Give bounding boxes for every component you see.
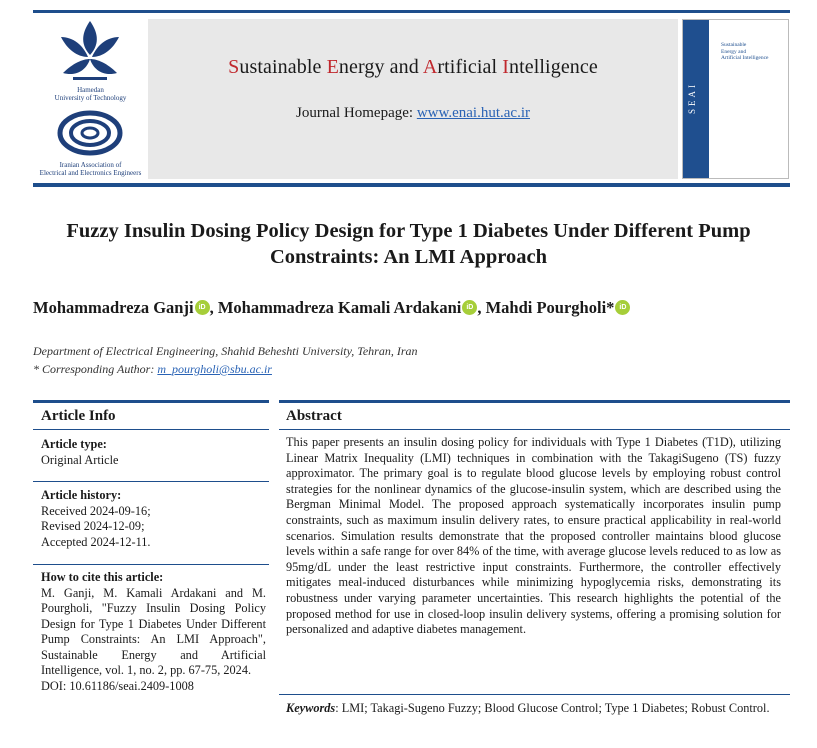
revised-date: Revised 2024-12-09;	[41, 519, 145, 533]
keywords-label: Keywords	[286, 701, 336, 715]
homepage-link[interactable]: www.enai.hut.ac.ir	[416, 105, 530, 121]
journal-title-rest-s: ustainable	[239, 56, 327, 78]
journal-title-initial-e: E	[326, 56, 339, 78]
author-name: Mohammadreza Ganji	[33, 298, 194, 317]
author-name: Mahdi Pourgholi*	[485, 298, 615, 317]
article-history-label: Article history:	[41, 488, 122, 502]
header-band	[148, 19, 678, 179]
article-type	[41, 437, 266, 468]
journal-cover-thumbnail	[682, 19, 789, 179]
abstract-divider	[279, 694, 790, 695]
citation-text: M. Ganji, M. Kamali Ardakani and M. Pourgholi, "Fuzzy Insulin Dosing Policy Design for Type 1 Diabetes Under Different Pump Constraints: An LMI Approach", Sustainable Energy and Artificial Intelligence, vol. 1, no. 2, pp. 67-75, 2024.	[41, 585, 266, 677]
paper-title	[30, 218, 787, 270]
article-type-label: Article type:	[41, 437, 107, 451]
journal-title-rest-e: nergy and	[338, 56, 423, 78]
university-name-line2: University of Technology	[54, 94, 127, 102]
cover-title-line3: Artificial Intelligence	[721, 55, 769, 61]
received-date: Received 2024-09-16;	[41, 503, 151, 518]
orcid-icon[interactable]: iD	[615, 300, 630, 315]
journal-title-initial-i: I	[502, 56, 510, 78]
paper-title-line1: Fuzzy Insulin Dosing Policy Design for Type 1 Diabetes Under Different Pump	[66, 220, 751, 242]
association-logo	[33, 109, 148, 161]
doi[interactable]: DOI: 10.61186/seai.2409-1008	[41, 678, 194, 693]
journal-title	[148, 56, 678, 79]
association-name-line2: Electrical and Electronics Engineers	[39, 169, 142, 177]
journal-title-initial-s: S	[228, 56, 240, 78]
citation	[41, 570, 266, 694]
abstract-rule-top	[279, 400, 790, 403]
article-info-rule-top	[33, 400, 269, 403]
corresponding-author	[33, 362, 272, 377]
journal-title-rest-i: ntelligence	[509, 56, 598, 78]
header-top-rule	[33, 10, 790, 13]
university-name-line1: Hamedan	[77, 86, 104, 94]
author-name: Mohammadreza Kamali Ardakani	[217, 298, 462, 317]
article-info-rule	[33, 429, 269, 430]
author-separator: ,	[477, 298, 486, 317]
abstract-rule	[279, 429, 790, 430]
homepage-label: Journal Homepage:	[296, 105, 414, 121]
citation-label: How to cite this article:	[41, 570, 164, 584]
logos	[33, 15, 148, 180]
author-separator: ,	[209, 298, 218, 317]
accepted-date: Accepted 2024-12-11.	[41, 534, 151, 549]
association-name-line1: Iranian Association of	[59, 161, 122, 169]
article-info-heading: Article Info	[41, 408, 116, 424]
article-history	[41, 488, 266, 550]
orcid-icon[interactable]: iD	[462, 300, 477, 315]
cover-title	[721, 42, 787, 62]
orcid-icon[interactable]: iD	[195, 300, 210, 315]
journal-homepage	[148, 105, 678, 122]
paper-title-line2: Constraints: An LMI Approach	[270, 246, 547, 268]
journal-title-initial-a: A	[422, 56, 438, 78]
affiliation: Department of Electrical Engineering, Shahid Beheshti University, Tehran, Iran	[33, 344, 418, 358]
article-info-divider	[33, 481, 269, 482]
keywords	[286, 701, 781, 717]
university-logo	[33, 15, 148, 95]
corresponding-label: * Corresponding Author:	[33, 362, 158, 376]
abstract-heading: Abstract	[286, 408, 342, 424]
article-info-divider	[33, 564, 269, 565]
header-bottom-rule	[33, 183, 790, 187]
keywords-text: : LMI; Takagi-Sugeno Fuzzy; Blood Glucose Control; Type 1 Diabetes; Robust Control.	[335, 701, 770, 715]
abstract-text: This paper presents an insulin dosing policy for individuals with Type 1 Diabetes (T1D), utilizing Linear Matrix Inequality (LMI) techniques in combination with the TakagiSugeno (TS) fuzzy approximator. The primary goal is to regulate blood glucose levels by employing robust control strategies for the nonlinear dynamics of the glucose-insulin system, which are described using the Bergman Minimal Model. The proposed approach systematically incorporates insulin pump constraints, such as maximum insulin delivery rates, to ensure practical applicability in real-world scenarios. Simulation results demonstrate that the proposed controller maintains blood glucose levels within a safe range for over 84% of the time, with average glucose levels reduced to as low as 95mg/dL under the least restrictive input constraints. Furthermore, the controller effectively mitigates meal-induced disturbances while minimizing hypoglycemia risks, demonstrating its robustness under varying parameter uncertainties. This research highlights the potential of the proposed method for use in closed-loop insulin delivery systems, offering a promising solution for personalized and adaptive diabetes management.	[286, 435, 781, 637]
corresponding-email-link[interactable]: m_pourgholi@sbu.ac.ir	[157, 362, 272, 376]
cover-side-text: SEAI	[687, 82, 697, 114]
journal-title-rest-a: rtificial	[437, 56, 503, 78]
author-list	[33, 298, 793, 318]
cover-title-line2: Energy and	[721, 48, 747, 55]
cover-title-line1: Sustainable	[721, 42, 747, 48]
article-type-value: Original Article	[41, 452, 119, 467]
